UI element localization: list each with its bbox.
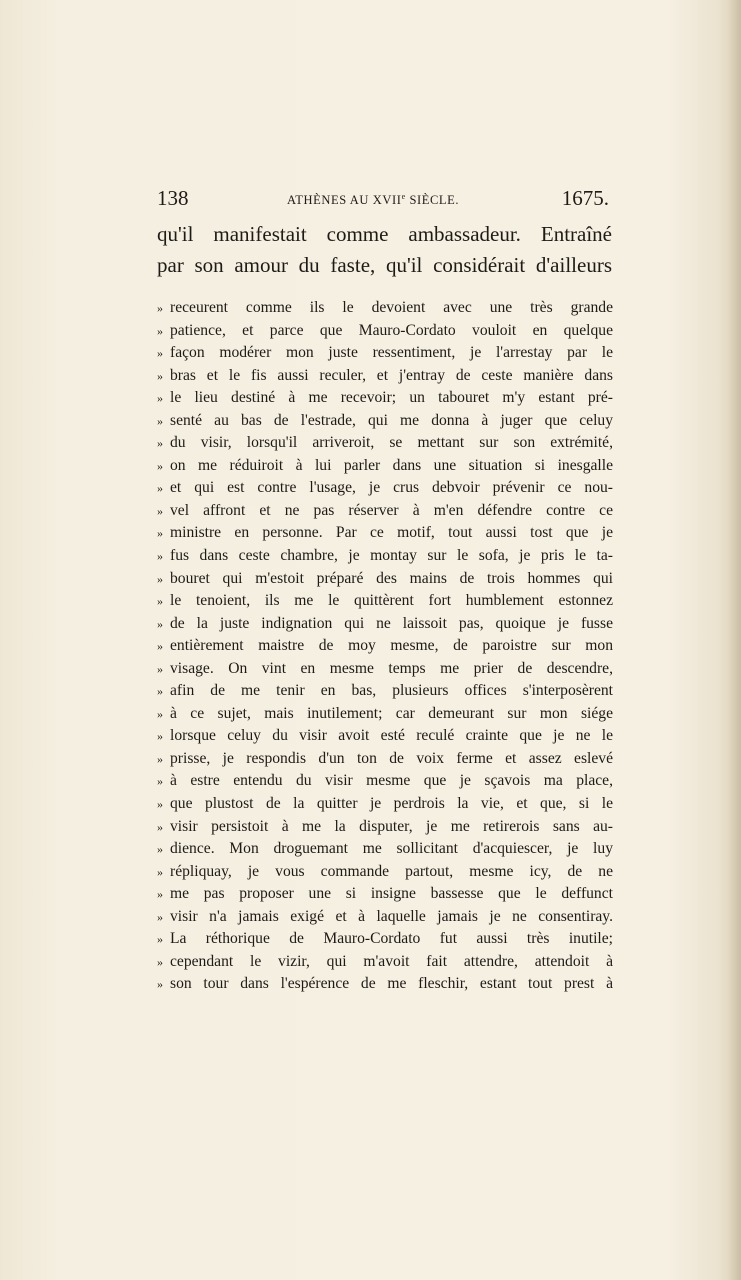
quote-line-text: son tour dans l'espérence de me fleschir, estant tout prest à (170, 975, 613, 993)
quote-mark: » (157, 503, 163, 518)
quote-mark: » (157, 639, 163, 654)
quote-line (157, 816, 613, 839)
quote-line (157, 748, 613, 771)
quote-mark: » (157, 887, 163, 902)
quote-line (157, 568, 613, 591)
quote-line-text: cependant le vizir, qui m'avoit fait attendre, attendoit à (170, 952, 613, 970)
quote-line-text: vel affront et ne pas réserver à m'en défendre contre ce (170, 501, 613, 519)
quote-line (157, 297, 613, 320)
quote-line (157, 658, 613, 681)
quote-line-text: dience. Mon droguemant me sollicitant d'acquiescer, je luy (170, 840, 613, 858)
quote-line-text: façon modérer mon juste ressentiment, je l'arrestay par le (170, 344, 613, 362)
quote-mark: » (157, 368, 163, 383)
quote-mark: » (157, 323, 163, 338)
quote-mark: » (157, 684, 163, 699)
quote-line (157, 342, 613, 365)
body-text (157, 219, 612, 281)
quote-line (157, 906, 613, 929)
quote-line-text: visir n'a jamais exigé et à laquelle jamais je ne consentiray. (170, 907, 613, 925)
running-title-main: ATHÈNES AU XVII (287, 193, 402, 208)
running-title-end: SIÈCLE. (405, 193, 460, 208)
quote-mark: » (157, 751, 163, 766)
quote-mark: » (157, 481, 163, 496)
quote-line (157, 951, 613, 974)
quote-line (157, 365, 613, 388)
quote-line-text: ministre en personne. Par ce motif, tout aussi tost que je (170, 524, 613, 542)
quote-line (157, 410, 613, 433)
quote-line-text: du visir, lorsqu'il arriveroit, se mettant sur son extrémité, (170, 434, 613, 452)
quote-line (157, 928, 613, 951)
quote-line-text: prisse, je respondis d'un ton de voix ferme et assez eslevé (170, 749, 613, 767)
quote-line-text: que plustost de la quitter je perdrois la vie, et que, si le (170, 795, 613, 813)
quote-mark: » (157, 797, 163, 812)
quote-mark: » (157, 774, 163, 789)
quote-mark: » (157, 954, 163, 969)
running-head (157, 186, 609, 214)
quote-line (157, 477, 613, 500)
body-line: qu'il manifestait comme ambassadeur. Entraîné (157, 222, 612, 246)
quote-mark: » (157, 864, 163, 879)
quote-line (157, 590, 613, 613)
quote-mark: » (157, 594, 163, 609)
quote-line (157, 725, 613, 748)
quote-line (157, 973, 613, 996)
quote-line-text: afin de me tenir en bas, plusieurs offices s'interposèrent (170, 682, 613, 700)
quote-mark: » (157, 842, 163, 857)
quote-line (157, 680, 613, 703)
quote-line (157, 613, 613, 636)
quote-line (157, 522, 613, 545)
quote-mark: » (157, 391, 163, 406)
quote-mark: » (157, 977, 163, 992)
quote-line (157, 861, 613, 884)
quote-line-text: bras et le fis aussi reculer, et j'entray de ceste manière dans (170, 366, 613, 384)
quoted-passage (157, 297, 613, 996)
quote-line-text: entièrement maistre de moy mesme, de paroistre sur mon (170, 637, 613, 655)
quote-mark: » (157, 909, 163, 924)
quote-line-text: répliquay, je vous commande partout, mesme icy, de ne (170, 862, 613, 880)
quote-mark: » (157, 346, 163, 361)
quote-mark: » (157, 661, 163, 676)
quote-line (157, 838, 613, 861)
running-year: 1675. (561, 186, 609, 210)
quote-line-text: senté au bas de l'estrade, qui me donna à juger que celuy (170, 411, 613, 429)
quote-mark: » (157, 729, 163, 744)
quote-line-text: patience, et parce que Mauro-Cordato vouloit en quelque (170, 321, 613, 339)
quote-line-text: le tenoient, ils me le quittèrent fort humblement estonnez (170, 592, 613, 610)
quote-line-text: à ce sujet, mais inutilement; car demeurant sur mon siége (170, 704, 613, 722)
quote-mark: » (157, 706, 163, 721)
quote-line (157, 387, 613, 410)
quote-mark: » (157, 526, 163, 541)
quote-mark: » (157, 932, 163, 947)
quote-line-text: de la juste indignation qui ne laissoit pas, quoique je fusse (170, 614, 613, 632)
quote-line (157, 635, 613, 658)
quote-mark: » (157, 413, 163, 428)
quote-line (157, 432, 613, 455)
quote-line (157, 770, 613, 793)
quote-mark: » (157, 549, 163, 564)
quote-line (157, 703, 613, 726)
quote-line (157, 320, 613, 343)
quote-line-text: bouret qui m'estoit préparé des mains de trois hommes qui (170, 569, 613, 587)
quote-line (157, 793, 613, 816)
quote-line (157, 545, 613, 568)
quote-line-text: visir persistoit à me la disputer, je me retirerois sans au- (170, 817, 613, 835)
quote-line-text: on me réduiroit à lui parler dans une situation si inesgalle (170, 456, 613, 474)
quote-line (157, 883, 613, 906)
quote-line (157, 455, 613, 478)
running-title (287, 192, 459, 208)
quote-line-text: à estre entendu du visir mesme que je sçavois ma place, (170, 772, 613, 790)
quote-line-text: fus dans ceste chambre, je montay sur le sofa, je pris le ta- (170, 547, 613, 565)
quote-line-text: me pas proposer une si insigne bassesse que le deffunct (170, 885, 613, 903)
page-number: 138 (157, 186, 189, 210)
quote-line-text: La réthorique de Mauro-Cordato fut aussi très inutile; (170, 930, 613, 948)
quote-mark: » (157, 436, 163, 451)
body-line: par son amour du faste, qu'il considérait d'ailleurs (157, 253, 612, 277)
quote-line-text: le lieu destiné à me recevoir; un tabouret m'y estant pré- (170, 389, 613, 407)
quote-mark: » (157, 819, 163, 834)
page-edge (727, 0, 741, 1280)
quote-mark: » (157, 458, 163, 473)
quote-mark: » (157, 301, 163, 315)
quote-line-text: lorsque celuy du visir avoit esté reculé crainte que je ne le (170, 727, 613, 745)
quote-line-text: et qui est contre l'usage, je crus debvoir prévenir ce nou- (170, 479, 613, 497)
quote-mark: » (157, 571, 163, 586)
running-title-superscript: e (401, 192, 406, 201)
quote-mark: » (157, 616, 163, 631)
quote-line-text: visage. On vint en mesme temps me prier de descendre, (170, 659, 613, 677)
quote-line (157, 500, 613, 523)
quote-line-text: receurent comme ils le devoient avec une très grande (170, 299, 613, 316)
